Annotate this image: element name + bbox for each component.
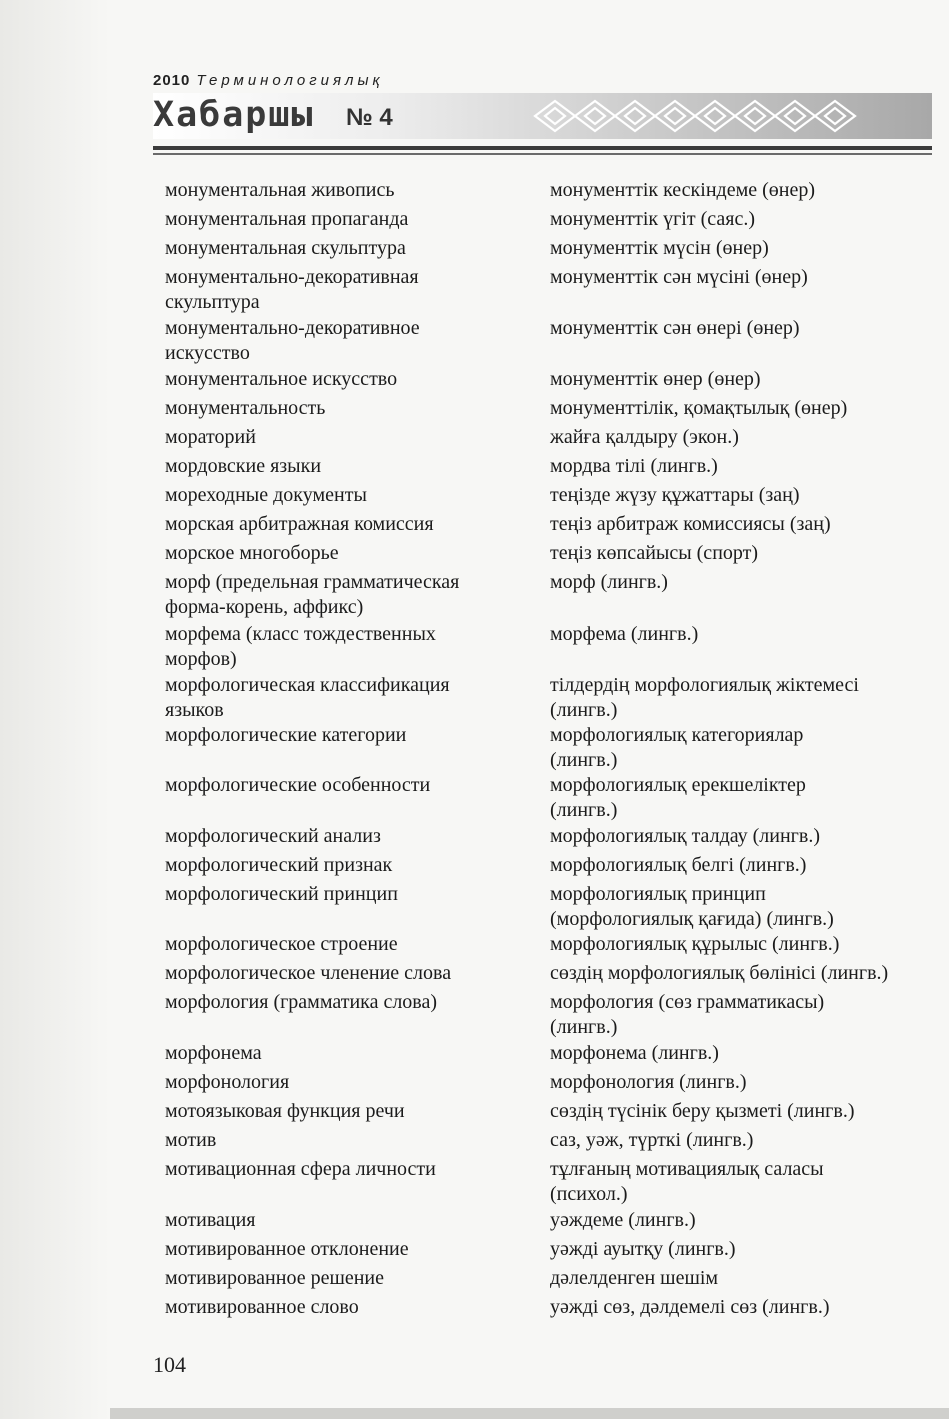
- entry-kz: морфонема (лингв.): [550, 1042, 719, 1064]
- entry-kz: уәжді сөз, дәлдемелі сөз (лингв.): [550, 1296, 830, 1318]
- entry-ru: морфологическое строение: [165, 933, 398, 955]
- entry-kz: сөздің түсінік беру қызметі (лингв.): [550, 1100, 855, 1122]
- entry-ru: морфологические особенности: [165, 774, 431, 796]
- entry-ru: монументальная скульптура: [165, 237, 406, 259]
- entry-kz: морфология (сөз грамматикасы) (лингв.): [550, 991, 825, 1038]
- entry-ru: мотив: [165, 1129, 217, 1151]
- header-top-line: [153, 72, 384, 89]
- entry-kz: морфологиялық категориялар (лингв.): [550, 724, 804, 771]
- entry-kz: саз, уәж, түрткі (лингв.): [550, 1129, 754, 1151]
- entry-ru: мореходные документы: [165, 484, 367, 506]
- entry-kz: теңіз арбитраж комиссиясы (заң): [550, 513, 831, 535]
- entry-kz: морф (лингв.): [550, 571, 668, 593]
- entry-ru: мораторий: [165, 426, 256, 448]
- entry-ru: мотивационная сфера личности: [165, 1158, 436, 1180]
- entry-kz: теңіз көпсайысы (спорт): [550, 542, 759, 564]
- entry-ru: монументальная пропаганда: [165, 208, 409, 230]
- entry-ru: морфологическая классификация языков: [165, 674, 450, 721]
- entry-ru: монументально-декоративное искусство: [165, 317, 420, 364]
- entry-kz: монументтік үгіт (саяс.): [550, 208, 755, 230]
- header-issue: № 4: [346, 104, 393, 131]
- entry-ru: морфологический признак: [165, 854, 393, 876]
- entry-ru: мотивация: [165, 1209, 256, 1231]
- entry-ru: морфологический анализ: [165, 825, 381, 847]
- entry-kz: монументтік сән мүсіні (өнер): [550, 266, 808, 288]
- entry-ru: морфема (класс тождественных морфов): [165, 623, 436, 670]
- page-bottom-edge: [110, 1408, 949, 1419]
- entry-kz: жайға қалдыру (экон.): [550, 426, 739, 448]
- entry-ru: монументальная живопись: [165, 179, 395, 201]
- entry-ru: морфонология: [165, 1071, 290, 1093]
- entry-kz: тілдердің морфологиялық жіктемесі (лингв.): [550, 674, 859, 721]
- entry-kz: морфологиялық ерекшеліктер (лингв.): [550, 774, 806, 821]
- entry-ru: морфологический принцип: [165, 883, 398, 905]
- entry-kz: морфонология (лингв.): [550, 1071, 747, 1093]
- entry-kz: морфема (лингв.): [550, 623, 699, 645]
- entry-ru: морское многоборье: [165, 542, 339, 564]
- header-rule-thin: [153, 153, 932, 155]
- entry-kz: морфологиялық талдау (лингв.): [550, 825, 820, 847]
- entry-ru: монументально-декоративная скульптура: [165, 266, 419, 313]
- entry-kz: морфологиялық белгі (лингв.): [550, 854, 807, 876]
- entry-ru: морская арбитражная комиссия: [165, 513, 434, 535]
- entry-kz: сөздің морфологиялық бөлінісі (лингв.): [550, 962, 889, 984]
- entry-kz: тұлғаның мотивациялық саласы (психол.): [550, 1158, 824, 1205]
- entry-ru: мотивированное решение: [165, 1267, 385, 1289]
- entry-kz: монументтік мүсін (өнер): [550, 237, 769, 259]
- entry-kz: морфологиялық принцип (морфологиялық қағида) (лингв.): [550, 883, 834, 930]
- page-left-shadow: [0, 0, 110, 1419]
- entry-kz: монументтік сән өнері (өнер): [550, 317, 800, 339]
- entry-ru: мотивированное отклонение: [165, 1238, 409, 1260]
- entry-ru: морфология (грамматика слова): [165, 991, 438, 1013]
- header-journal-title: Хабаршы: [153, 95, 315, 135]
- entry-kz: мордва тілі (лингв.): [550, 455, 718, 477]
- entry-ru: мотоязыковая функция речи: [165, 1100, 405, 1122]
- entry-kz: морфологиялық құрылыс (лингв.): [550, 933, 840, 955]
- entry-kz: уәжді ауытқу (лингв.): [550, 1238, 736, 1260]
- header-journal-top: Терминологиялық: [196, 72, 384, 89]
- entry-kz: монументтік өнер (өнер): [550, 368, 761, 390]
- entry-kz: уәждеме (лингв.): [550, 1209, 696, 1231]
- header-rule-thick: [153, 146, 932, 150]
- entry-ru: морфонема: [165, 1042, 262, 1064]
- entry-ru: монументальное искусство: [165, 368, 398, 390]
- header-ornament-icon: [530, 95, 880, 137]
- entry-ru: морфологические категории: [165, 724, 407, 746]
- entry-kz: монументтілік, қомақтылық (өнер): [550, 397, 848, 419]
- entry-kz: монументтік кескіндеме (өнер): [550, 179, 816, 201]
- entry-ru: морф (предельная грамматическая форма-корень, аффикс): [165, 571, 460, 618]
- entry-ru: морфологическое членение слова: [165, 962, 452, 984]
- entry-ru: мотивированное слово: [165, 1296, 359, 1318]
- header-year: 2010: [153, 72, 191, 89]
- page-number: 104: [153, 1352, 186, 1377]
- entry-kz: дәлелденген шешім: [550, 1267, 719, 1289]
- entry-ru: монументальность: [165, 397, 326, 419]
- entry-kz: теңізде жүзу құжаттары (заң): [550, 484, 800, 506]
- entry-ru: мордовские языки: [165, 455, 322, 477]
